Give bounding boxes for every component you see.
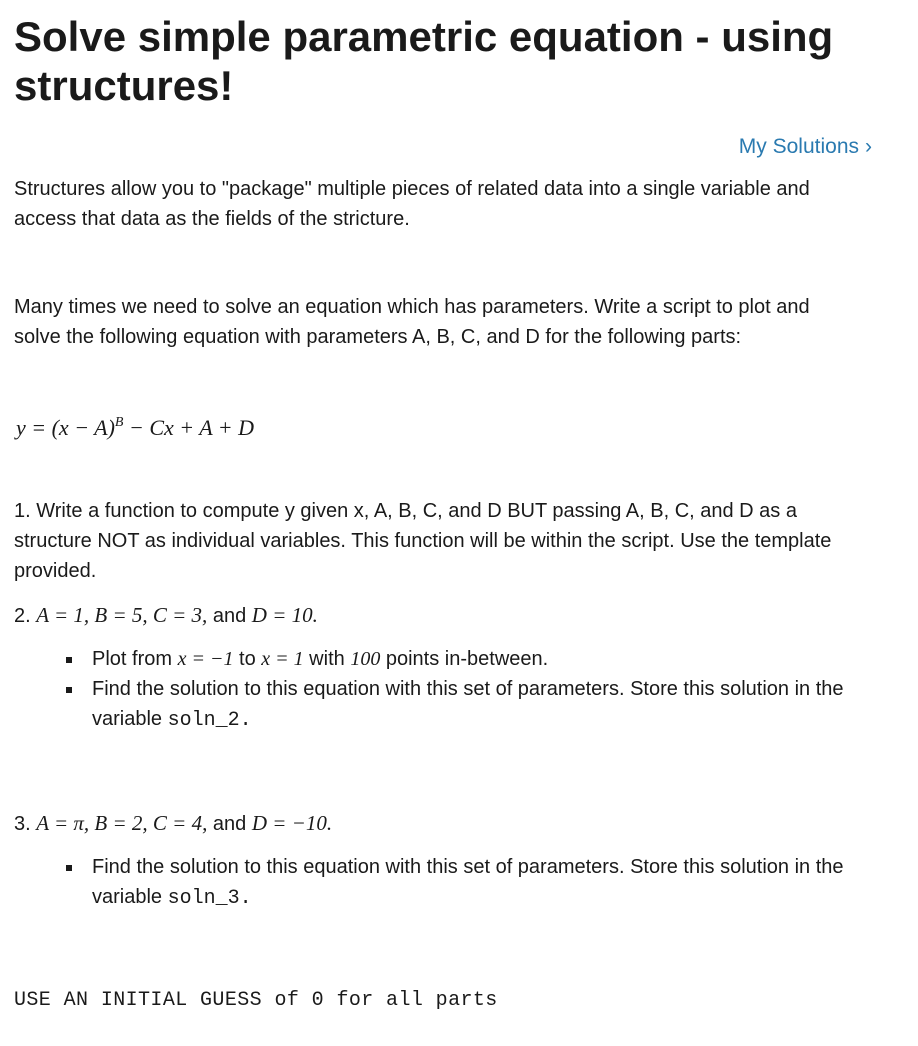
part-3-task-list <box>70 852 850 914</box>
initial-guess-note: USE AN INITIAL GUESS of 0 for all parts <box>14 989 498 1012</box>
part-2-param-d: D = 10. <box>251 603 318 627</box>
page-title: Solve simple parametric equation - using structures! <box>14 13 834 109</box>
part-3-number: 3. <box>14 813 37 835</box>
equation-rhs: − Cx + A + D <box>123 415 254 440</box>
chevron-right-icon: › <box>865 135 872 158</box>
x-end: x = 1 <box>261 648 304 670</box>
equation-exponent: B <box>114 415 124 430</box>
point-count: 100 <box>350 648 381 670</box>
list-item: Find the solution to this equation with this set of parameters. Store this solution in the variable soln_3. <box>70 852 850 914</box>
part-2-parameters <box>14 600 844 631</box>
part-2-and: and <box>207 605 252 627</box>
variable-soln-3: soln_3. <box>167 887 252 910</box>
parametric-equation <box>16 408 254 443</box>
intro-paragraph-equation: Many times we need to solve an equation which has parameters. Write a script to plot and solve the following equation with parameters A, B, C, and D for the following parts: <box>14 296 810 348</box>
intro-paragraph-structures: Structures allow you to "package" multiple pieces of related data into a single variable and access that data as the fields of the stricture. <box>14 178 810 230</box>
bullet-icon <box>66 657 72 663</box>
my-solutions-label: My Solutions <box>738 135 859 158</box>
part-3-params-abc: A = π, B = 2, C = 4, <box>36 811 208 835</box>
bullet-icon <box>66 687 72 693</box>
bullet-icon <box>66 865 72 871</box>
part-2-number: 2. <box>14 605 37 627</box>
part-1-instructions: 1. Write a function to compute y given x, A, B, C, and D BUT passing A, B, C, and D as a structure NOT as individual variables. This function will be within the script. Use the template provided. <box>14 500 832 582</box>
list-item: Plot from x = −1 to x = 1 with 100 points in-between. <box>70 644 850 674</box>
part-3-and: and <box>207 813 252 835</box>
equation-lhs: y = (x − A) <box>16 415 115 440</box>
part-2-params-abc: A = 1, B = 5, C = 3, <box>36 603 208 627</box>
part-3-param-d: D = −10. <box>251 811 333 835</box>
list-item: Find the solution to this equation with this set of parameters. Store this solution in the variable soln_2. <box>70 674 850 736</box>
x-start: x = −1 <box>177 648 234 670</box>
my-solutions-link[interactable] <box>739 135 872 159</box>
variable-soln-2: soln_2. <box>167 709 252 732</box>
part-2-task-list <box>70 644 850 736</box>
part-3-parameters <box>14 808 844 839</box>
